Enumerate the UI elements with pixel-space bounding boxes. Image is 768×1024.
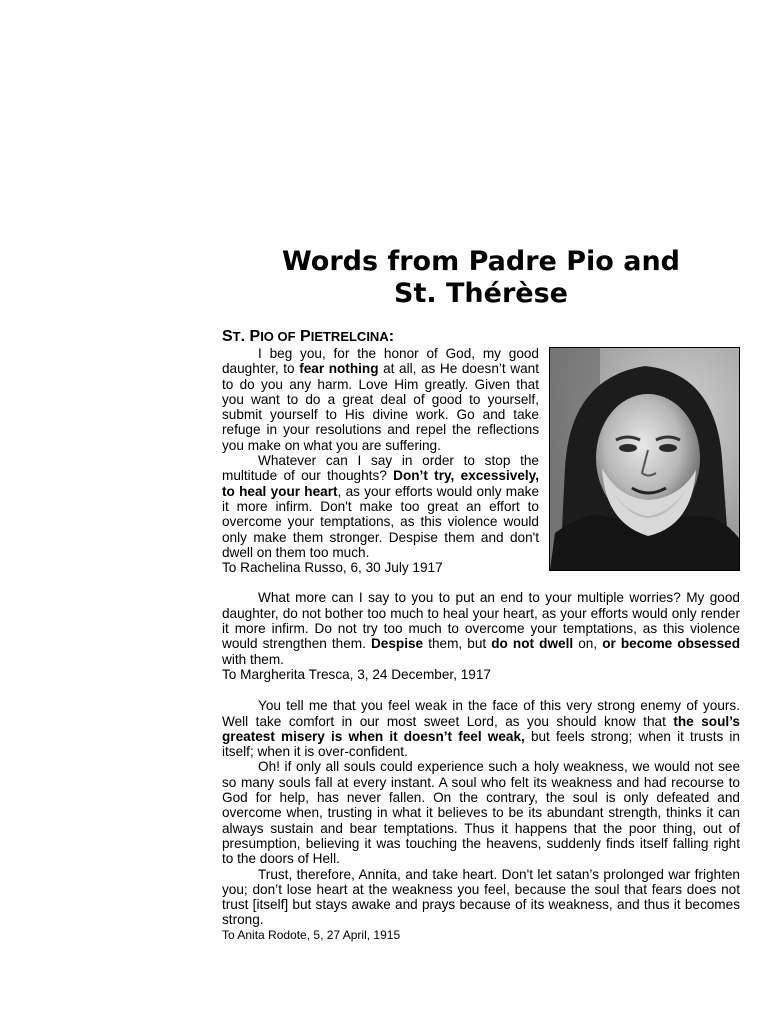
spacer: [222, 575, 740, 590]
body-text: [222, 346, 740, 943]
attribution-3: To Anita Rodote, 5, 27 April, 1915: [222, 927, 401, 942]
paragraph-3: What more can I say to you to put an end to your multiple worries? My good daughter, do not bother too much to heal your heart, as your efforts would only render it more infirm. Do not try too much to overcome your temptations, as this violence would strengthen them. Despise them, but do not dwell on, or become obsessed with them.: [222, 590, 741, 667]
paragraph-5: Oh! if only all souls could experience such a holy weakness, we would not see so many souls fall at every instant. A soul who felt its weakness and had recourse to God for help, has never fallen. On the contrary, the soul is only defeated and overcome when, trusting in what it believes to be its abundant strength, thinks it can always sustain and bear temptations. Thus it happens that the poor thing, out of presumption, believing it was touching the heavens, suddenly finds itself falling right to the doors of Hell.: [222, 759, 740, 867]
portrait-photo: [549, 347, 740, 571]
attribution-1: To Rachelina Russo, 6, 30 July 1917: [222, 560, 443, 576]
title-line-2: St. Thérèse: [394, 278, 568, 309]
portrait-photo-icon: [550, 348, 739, 570]
attribution-2: To Margherita Tresca, 3, 24 December, 1917: [222, 666, 491, 682]
spacer: [222, 682, 740, 698]
paragraph-6: Trust, therefore, Annita, and take heart. Don't let satan’s prolonged war frighten you; don’t lose heart at the weakness you feel, because the soul that fears does not trust [itself] but stays awake and prays because of its weakness, and thus it becomes strong.: [222, 866, 740, 928]
paragraph-1: I beg you, for the honor of God, my good daughter, to fear nothing at all, as He doesn’t want to do you any harm. Love Him greatly. Given that you want to do a great deal of good to yourself, submit yourself to His divine work. Go and take refuge in your resolutions and repel the reflections you make on what you are suffering.: [222, 346, 539, 453]
paragraph-4: You tell me that you feel weak in the face of this very strong enemy of yours. Well take comfort in our most sweet Lord, as you should know that the soul’s greatest misery is when it doesn’t feel weak, but feels strong; when it trusts in itself; when it is over-confident.: [222, 698, 740, 760]
paragraph-2: Whatever can I say in order to stop the multitude of our thoughts? Don’t try, excessively, to heal your heart, as your efforts would only make it more infirm. Don't make too great an effort to overcome your temptations, as this violence would only make them stronger. Despise them and don't dwell on them too much.: [222, 453, 540, 560]
section-heading: ST. PIO OF PIETRELCINA:: [222, 328, 395, 345]
title-line-1: Words from Padre Pio and: [281, 246, 681, 277]
page-title: [222, 246, 740, 310]
